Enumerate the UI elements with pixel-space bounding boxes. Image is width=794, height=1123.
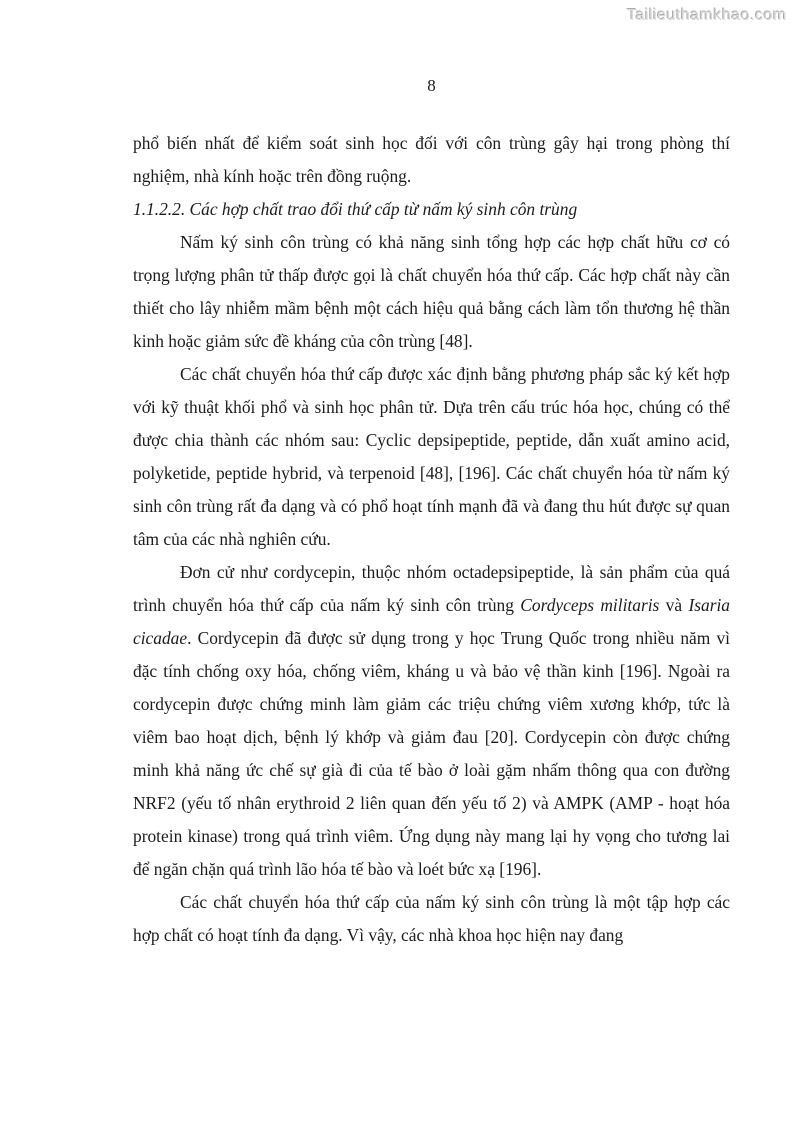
text-segment: . Cordycepin đã được sử dụng trong y học Trung Quốc trong nhiều năm vì đặc tính chống oxy hóa, chống viêm, kháng u và bảo vệ thần kinh [196]. Ngoài ra cordycepin được chứng minh làm giảm các triệu chứng viêm xương khớp, tức là viêm bao hoạt dịch, bệnh lý khớp và giảm đau [20]. Cordycepin còn được chứng minh khả năng ức chế sự già đi của tế bào ở loài gặm nhấm thông qua con đường NRF2 (yếu tố nhân erythroid 2 liên quan đến yếu tố 2) và AMPK (AMP - hoạt hóa protein kinase) trong quá trình viêm. Ứng dụng này mang lại hy vọng cho tương lai để ngăn chặn quá trình lão hóa tế bào và loét bức xạ [196].: [133, 628, 730, 879]
paragraph-metabolite-classification: [133, 358, 730, 556]
paragraph-diverse-activity: [133, 886, 730, 952]
watermark: Tailieuthamkhao.com: [627, 7, 787, 24]
text-segment: và: [659, 595, 689, 615]
page-number: 8: [427, 76, 436, 95]
paragraph-cordycepin: [133, 556, 730, 886]
paragraph-secondary-metabolites-intro: [133, 226, 730, 358]
text-segment: Đơn cử như cordycepin, thuộc nhóm octadepsipeptide, là sản phẩm của quá trình chuyển hóa thứ cấp của nấm ký sinh côn trùng: [133, 562, 730, 615]
text-segment: Các chất chuyển hóa thứ cấp được xác định bằng phương pháp sắc ký kết hợp với kỹ thuật khối phổ và sinh học phân tử. Dựa trên cấu trúc hóa học, chúng có thể được chia thành các nhóm sau: Cyclic depsipeptide, peptide, dẫn xuất amino acid, polyketide, peptide hybrid, và terpenoid [48], [196]. Các chất chuyển hóa từ nấm ký sinh côn trùng rất đa dạng và có phổ hoạt tính mạnh đã và đang thu hút được sự quan tâm của các nhà nghiên cứu.: [133, 364, 730, 549]
paragraph-continuation: [133, 127, 730, 193]
italic-text-segment: Cordyceps militaris: [520, 595, 660, 615]
text-segment: phổ biến nhất để kiểm soát sinh học đối với côn trùng gây hại trong phòng thí nghiệm, nhà kính hoặc trên đồng ruộng.: [133, 133, 730, 186]
italic-text-segment: Isaria cicadae: [133, 595, 730, 648]
text-segment: Nấm ký sinh côn trùng có khả năng sinh tổng hợp các hợp chất hữu cơ có trọng lượng phân tử thấp được gọi là chất chuyển hóa thứ cấp. Các hợp chất này cần thiết cho lây nhiễm mầm bệnh một cách hiệu quả bằng cách làm tổn thương hệ thần kinh hoặc giảm sức đề kháng của côn trùng [48].: [133, 232, 730, 351]
page-content: [133, 127, 730, 952]
text-segment: Các chất chuyển hóa thứ cấp của nấm ký sinh côn trùng là một tập hợp các hợp chất có hoạt tính đa dạng. Vì vậy, các nhà khoa học hiện nay đang: [133, 892, 730, 945]
italic-text-segment: 1.1.2.2. Các hợp chất trao đổi thứ cấp từ nấm ký sinh côn trùng: [133, 199, 578, 219]
section-heading-1-1-2-2: [133, 193, 730, 226]
